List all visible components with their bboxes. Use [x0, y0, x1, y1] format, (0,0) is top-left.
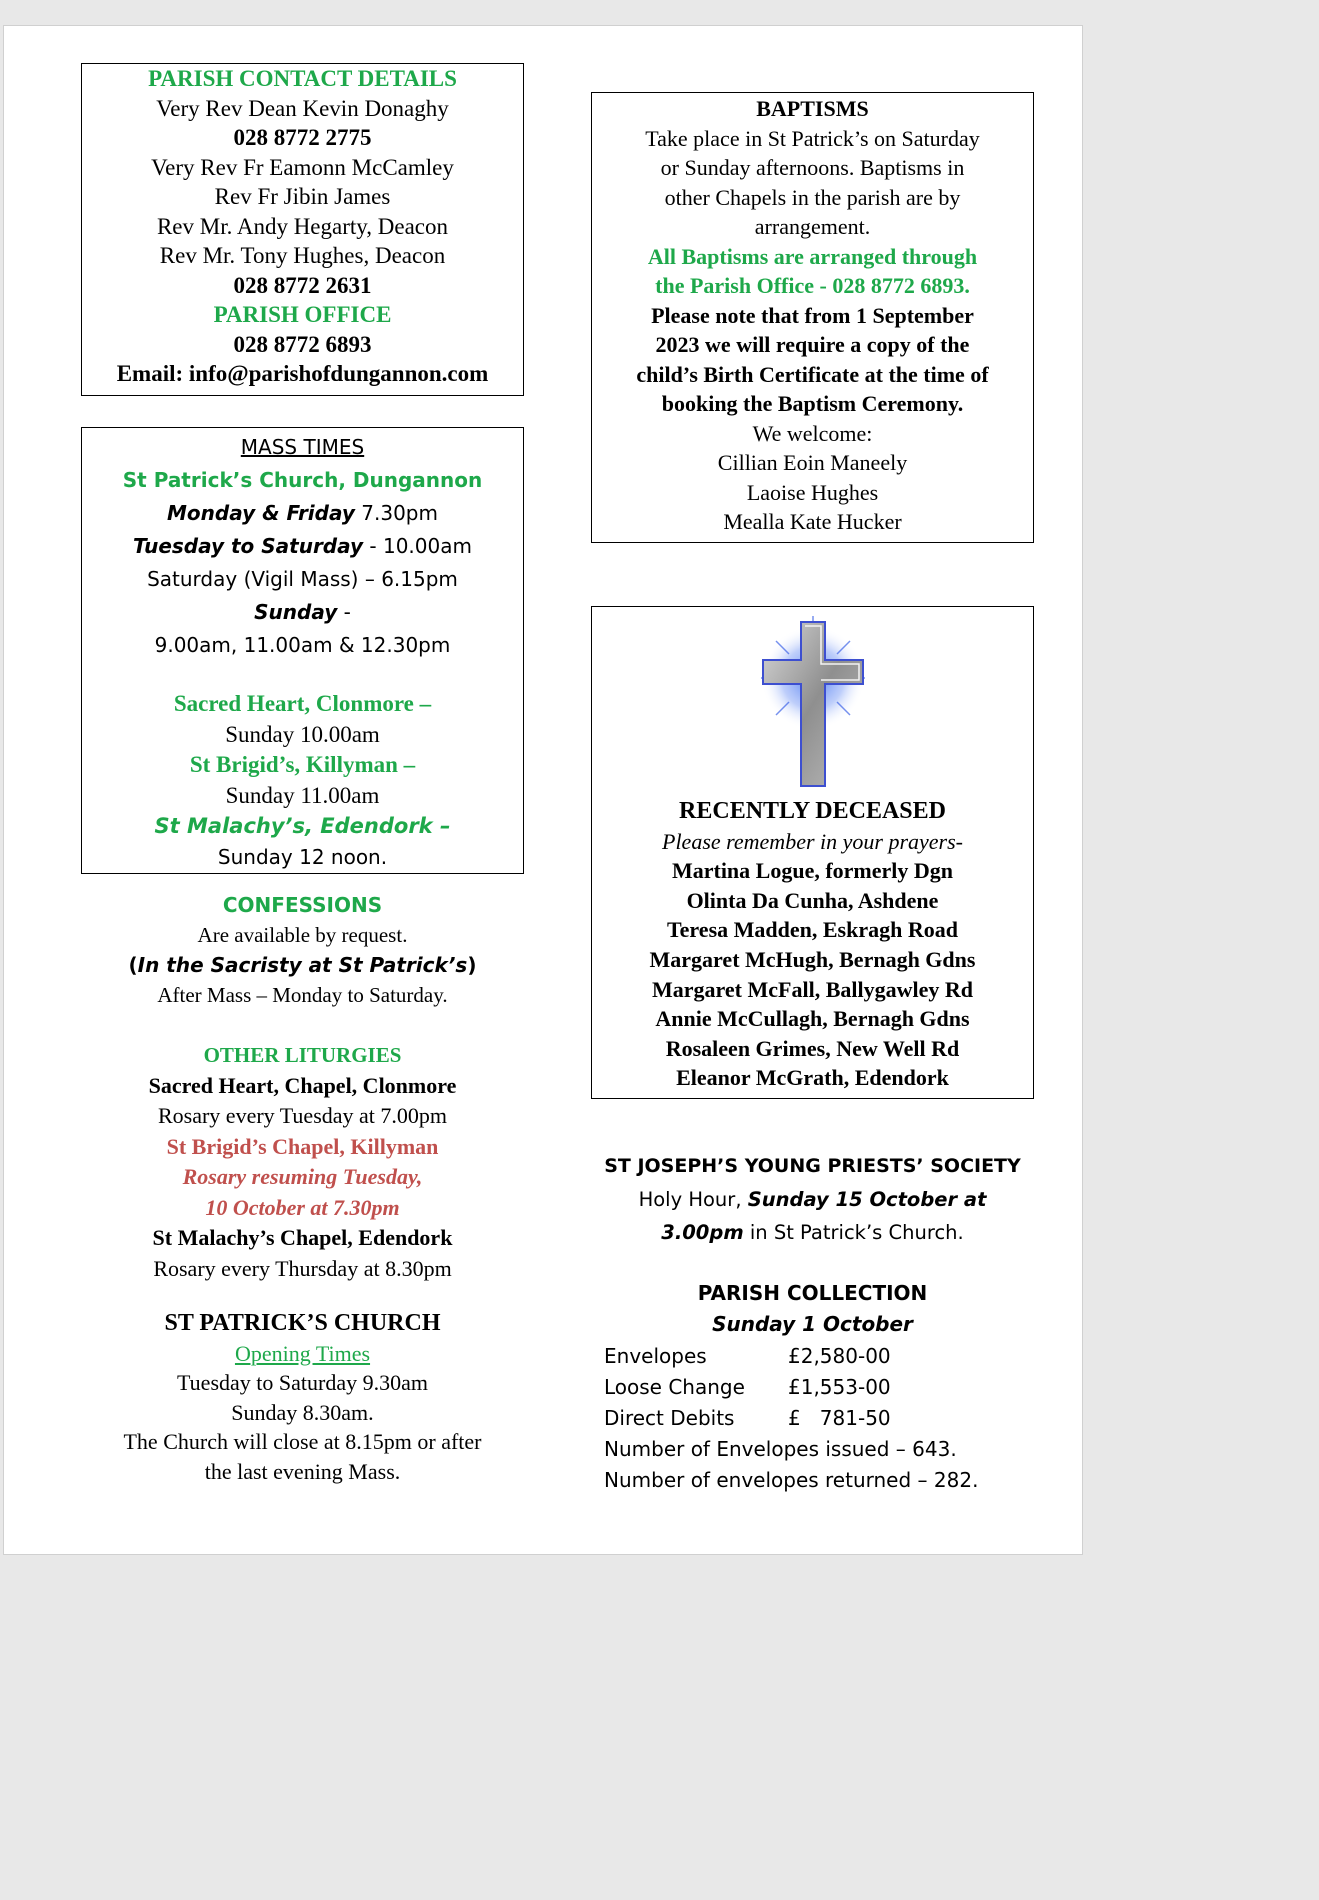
mass-time: 7.30pm — [354, 501, 438, 525]
contact-line: Very Rev Fr Eamonn McCamley — [151, 154, 454, 180]
chapel-name: Sacred Heart, Clonmore – — [173, 691, 432, 716]
liturgies-heading: OTHER LITURGIES — [203, 1043, 402, 1067]
chapel-time: Sunday 10.00am — [225, 721, 380, 747]
confessions-heading: CONFESSIONS — [222, 893, 383, 917]
cross-icon — [751, 616, 875, 792]
baptisms-line: Take place in St Patrick’s on Saturday — [645, 125, 980, 151]
deceased-name: Martina Logue, formerly Dgn — [671, 858, 954, 884]
holy-hour-text: Holy Hour, — [638, 1188, 748, 1211]
contact-line: Rev Mr. Andy Hegarty, Deacon — [156, 213, 449, 239]
opening-line: Tuesday to Saturday 9.30am — [177, 1370, 428, 1395]
mass-times-heading: MASS TIMES — [240, 435, 365, 459]
mass-time: - 10.00am — [363, 534, 472, 558]
deceased-intro: Please remember in your prayers- — [662, 828, 963, 854]
baptisms-requirement: Please note that from 1 September — [651, 302, 974, 328]
rosary-notice: Rosary resuming Tuesday, — [182, 1164, 423, 1189]
collection-heading: PARISH COLLECTION — [697, 1281, 928, 1305]
mass-time: - — [337, 600, 351, 624]
chapel-time: Sunday 11.00am — [225, 782, 380, 808]
chapel-time: Sunday 12 noon. — [217, 844, 388, 869]
chapel-name: St Malachy’s Chapel, Edendork — [152, 1225, 453, 1250]
chapel-name: Sacred Heart, Chapel, Clonmore — [148, 1072, 457, 1098]
collection-figures — [604, 1341, 1034, 1496]
chapel-name: St Malachy’s, Edendork – — [154, 814, 451, 838]
collection-label: Loose Change — [604, 1375, 745, 1399]
sunday-times: 9.00am, 11.00am & 12.30pm — [154, 633, 451, 657]
collection-amount: £2,580-00 — [788, 1344, 891, 1368]
priests-society-section — [591, 1150, 1034, 1249]
baptised-name: Mealla Kate Hucker — [723, 509, 902, 534]
rosary-time: Rosary every Thursday at 8.30pm — [153, 1255, 452, 1281]
confessions-section — [81, 890, 524, 1010]
confessions-line: After Mass – Monday to Saturday. — [157, 983, 448, 1007]
welcome-label: We welcome: — [752, 420, 873, 446]
baptised-name: Cillian Eoin Maneely — [717, 450, 908, 475]
collection-row — [604, 1372, 1034, 1403]
holy-hour-date: Sunday 15 October at — [747, 1188, 987, 1211]
baptisms-requirement: child’s Birth Certificate at the time of — [636, 361, 989, 387]
deceased-name: Margaret McHugh, Bernagh Gdns — [649, 946, 976, 972]
holy-hour-text: in St Patrick’s Church. — [743, 1221, 964, 1244]
contact-email: Email: info@parishofdungannon.com — [116, 361, 489, 386]
chapel-name: St Brigid’s, Killyman – — [189, 752, 416, 777]
opening-line: The Church will close at 8.15pm or after — [123, 1429, 482, 1454]
contact-heading: PARISH CONTACT DETAILS — [148, 66, 457, 91]
paren: ) — [467, 953, 477, 977]
parish-office-phone: 028 8772 6893 — [233, 331, 372, 357]
confessions-line: Are available by request. — [197, 923, 408, 947]
deceased-name: Teresa Madden, Eskragh Road — [667, 917, 958, 943]
collection-row — [604, 1341, 1034, 1372]
baptisms-notice: the Parish Office - 028 8772 6893. — [655, 273, 970, 298]
contact-line: Rev Fr Jibin James — [214, 184, 391, 209]
mass-times-section — [81, 431, 524, 662]
envelopes-returned: Number of envelopes returned – 282. — [604, 1468, 979, 1492]
deceased-name: Olinta Da Cunha, Ashdene — [686, 887, 939, 913]
holy-hour-time: 3.00pm — [661, 1221, 744, 1244]
deceased-name: Annie McCullagh, Bernagh Gdns — [655, 1006, 970, 1032]
collection-heading-block — [591, 1278, 1034, 1340]
rosary-notice: 10 October at 7.30pm — [205, 1194, 400, 1220]
collection-label: Envelopes — [604, 1344, 707, 1368]
deceased-section — [591, 797, 1034, 1093]
baptisms-line: arrangement. — [754, 214, 871, 239]
baptisms-line: or Sunday afternoons. Baptisms in — [660, 155, 965, 180]
st-patricks-heading: ST PATRICK’S CHURCH — [164, 1310, 441, 1336]
chapel-name: St Brigid’s Chapel, Killyman — [166, 1133, 439, 1159]
opening-line: the last evening Mass. — [204, 1458, 401, 1484]
contact-line: Rev Mr. Tony Hughes, Deacon — [159, 243, 446, 268]
mass-day: Tuesday to Saturday — [133, 534, 364, 558]
vigil-mass: Saturday (Vigil Mass) – 6.15pm — [147, 567, 458, 591]
parish-office-heading: PARISH OFFICE — [213, 302, 392, 327]
mass-day: Monday & Friday — [167, 501, 355, 525]
deceased-name: Eleanor McGrath, Edendork — [676, 1065, 949, 1091]
chapel-mass-times — [81, 689, 524, 872]
deceased-heading: RECENTLY DECEASED — [679, 798, 946, 824]
collection-amount: £ 781-50 — [788, 1406, 891, 1430]
collection-date: Sunday 1 October — [712, 1312, 913, 1336]
collection-label: Direct Debits — [604, 1406, 735, 1430]
bulletin-page — [4, 26, 1082, 1554]
opening-times-heading: Opening Times — [234, 1340, 371, 1366]
priests-society-heading: ST JOSEPH’S YOUNG PRIESTS’ SOCIETY — [604, 1155, 1021, 1177]
liturgies-section — [81, 1040, 524, 1284]
paren: ( — [128, 953, 138, 977]
collection-row — [604, 1403, 1034, 1434]
envelopes-issued: Number of Envelopes issued – 643. — [604, 1437, 957, 1461]
contact-section — [81, 64, 524, 389]
baptisms-line: other Chapels in the parish are by — [664, 184, 961, 210]
deceased-name: Margaret McFall, Ballygawley Rd — [652, 976, 973, 1002]
baptised-name: Laoise Hughes — [746, 479, 879, 505]
rosary-time: Rosary every Tuesday at 7.00pm — [157, 1103, 448, 1128]
st-patricks-section — [81, 1309, 524, 1486]
baptisms-requirement: booking the Baptism Ceremony. — [661, 391, 964, 416]
baptisms-section — [591, 94, 1034, 537]
contact-phone: 028 8772 2775 — [233, 125, 372, 150]
confessions-location: In the Sacristy at St Patrick’s — [137, 953, 468, 977]
contact-phone: 028 8772 2631 — [233, 272, 372, 298]
deceased-name: Rosaleen Grimes, New Well Rd — [665, 1035, 960, 1061]
baptisms-requirement: 2023 we will require a copy of the — [655, 332, 970, 357]
contact-line: Very Rev Dean Kevin Donaghy — [156, 95, 449, 121]
church-name: St Patrick’s Church, Dungannon — [122, 468, 483, 492]
collection-amount: £1,553-00 — [788, 1375, 891, 1399]
baptisms-notice: All Baptisms are arranged through — [647, 243, 978, 269]
mass-day: Sunday — [254, 600, 338, 624]
baptisms-heading: BAPTISMS — [756, 96, 869, 121]
opening-line: Sunday 8.30am. — [231, 1399, 374, 1425]
